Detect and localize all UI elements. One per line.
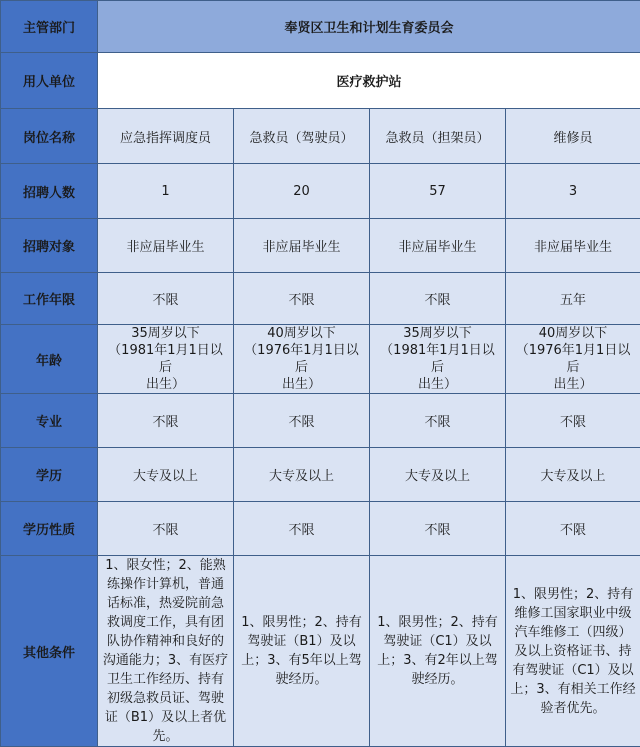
row-age bbox=[1, 325, 640, 394]
major-4: 不限 bbox=[506, 394, 640, 448]
age-2-line-2: （1976年1月1日以后 bbox=[238, 342, 365, 376]
count-1: 1 bbox=[98, 164, 234, 219]
employer-value: 医疗救护站 bbox=[98, 53, 640, 109]
education-4: 大专及以上 bbox=[506, 448, 640, 502]
label-edu-type: 学历性质 bbox=[1, 502, 98, 556]
target-2: 非应届毕业生 bbox=[234, 219, 370, 273]
label-target: 招聘对象 bbox=[1, 219, 98, 273]
age-2-line-3: 出生） bbox=[238, 376, 365, 393]
row-target bbox=[1, 219, 640, 273]
other-1: 1、限女性；2、能熟练操作计算机，普通话标准，热爱院前急救调度工作，具有团队协作精神和良好的沟通能力；3、有医疗卫生工作经历、持有初级急救员证、驾驶证（B1）及以上者优先。 bbox=[98, 556, 234, 747]
label-education: 学历 bbox=[1, 448, 98, 502]
dept-value: 奉贤区卫生和计划生育委员会 bbox=[98, 1, 640, 53]
major-3: 不限 bbox=[370, 394, 506, 448]
years-3: 不限 bbox=[370, 273, 506, 325]
label-major: 专业 bbox=[1, 394, 98, 448]
education-1: 大专及以上 bbox=[98, 448, 234, 502]
age-4-line-2: （1976年1月1日以后 bbox=[510, 342, 636, 376]
years-4: 五年 bbox=[506, 273, 640, 325]
age-2 bbox=[234, 325, 370, 394]
age-1 bbox=[98, 325, 234, 394]
target-4: 非应届毕业生 bbox=[506, 219, 640, 273]
years-2: 不限 bbox=[234, 273, 370, 325]
row-employer bbox=[1, 53, 640, 109]
years-1: 不限 bbox=[98, 273, 234, 325]
count-4: 3 bbox=[506, 164, 640, 219]
other-2: 1、限男性；2、持有驾驶证（B1）及以上；3、有5年以上驾驶经历。 bbox=[234, 556, 370, 747]
age-4-line-1: 40周岁以下 bbox=[510, 325, 636, 342]
position-4: 维修员 bbox=[506, 109, 640, 164]
row-edu-type bbox=[1, 502, 640, 556]
position-2: 急救员（驾驶员） bbox=[234, 109, 370, 164]
edu-type-3: 不限 bbox=[370, 502, 506, 556]
target-1: 非应届毕业生 bbox=[98, 219, 234, 273]
label-employer: 用人单位 bbox=[1, 53, 98, 109]
age-3-line-3: 出生） bbox=[374, 376, 501, 393]
age-4 bbox=[506, 325, 640, 394]
age-1-line-3: 出生） bbox=[102, 376, 229, 393]
row-education bbox=[1, 448, 640, 502]
position-3: 急救员（担架员） bbox=[370, 109, 506, 164]
education-3: 大专及以上 bbox=[370, 448, 506, 502]
row-other bbox=[1, 556, 640, 747]
age-2-line-1: 40周岁以下 bbox=[238, 325, 365, 342]
age-3 bbox=[370, 325, 506, 394]
target-3: 非应届毕业生 bbox=[370, 219, 506, 273]
major-1: 不限 bbox=[98, 394, 234, 448]
label-age: 年龄 bbox=[1, 325, 98, 394]
age-4-line-3: 出生） bbox=[510, 376, 636, 393]
row-count bbox=[1, 164, 640, 219]
other-4: 1、限男性；2、持有维修工国家职业中级汽车维修工（四级）及以上资格证书、持有驾驶证（C1）及以上；3、有相关工作经验者优先。 bbox=[506, 556, 640, 747]
age-1-line-1: 35周岁以下 bbox=[102, 325, 229, 342]
label-count: 招聘人数 bbox=[1, 164, 98, 219]
row-major bbox=[1, 394, 640, 448]
age-3-line-2: （1981年1月1日以后 bbox=[374, 342, 501, 376]
age-3-line-1: 35周岁以下 bbox=[374, 325, 501, 342]
edu-type-4: 不限 bbox=[506, 502, 640, 556]
row-dept bbox=[1, 1, 640, 53]
label-other: 其他条件 bbox=[1, 556, 98, 747]
count-3: 57 bbox=[370, 164, 506, 219]
count-2: 20 bbox=[234, 164, 370, 219]
edu-type-2: 不限 bbox=[234, 502, 370, 556]
major-2: 不限 bbox=[234, 394, 370, 448]
age-1-line-2: （1981年1月1日以后 bbox=[102, 342, 229, 376]
edu-type-1: 不限 bbox=[98, 502, 234, 556]
label-position: 岗位名称 bbox=[1, 109, 98, 164]
education-2: 大专及以上 bbox=[234, 448, 370, 502]
row-position bbox=[1, 109, 640, 164]
label-dept: 主管部门 bbox=[1, 1, 98, 53]
row-years bbox=[1, 273, 640, 325]
other-3: 1、限男性；2、持有驾驶证（C1）及以上；3、有2年以上驾驶经历。 bbox=[370, 556, 506, 747]
position-1: 应急指挥调度员 bbox=[98, 109, 234, 164]
label-years: 工作年限 bbox=[1, 273, 98, 325]
